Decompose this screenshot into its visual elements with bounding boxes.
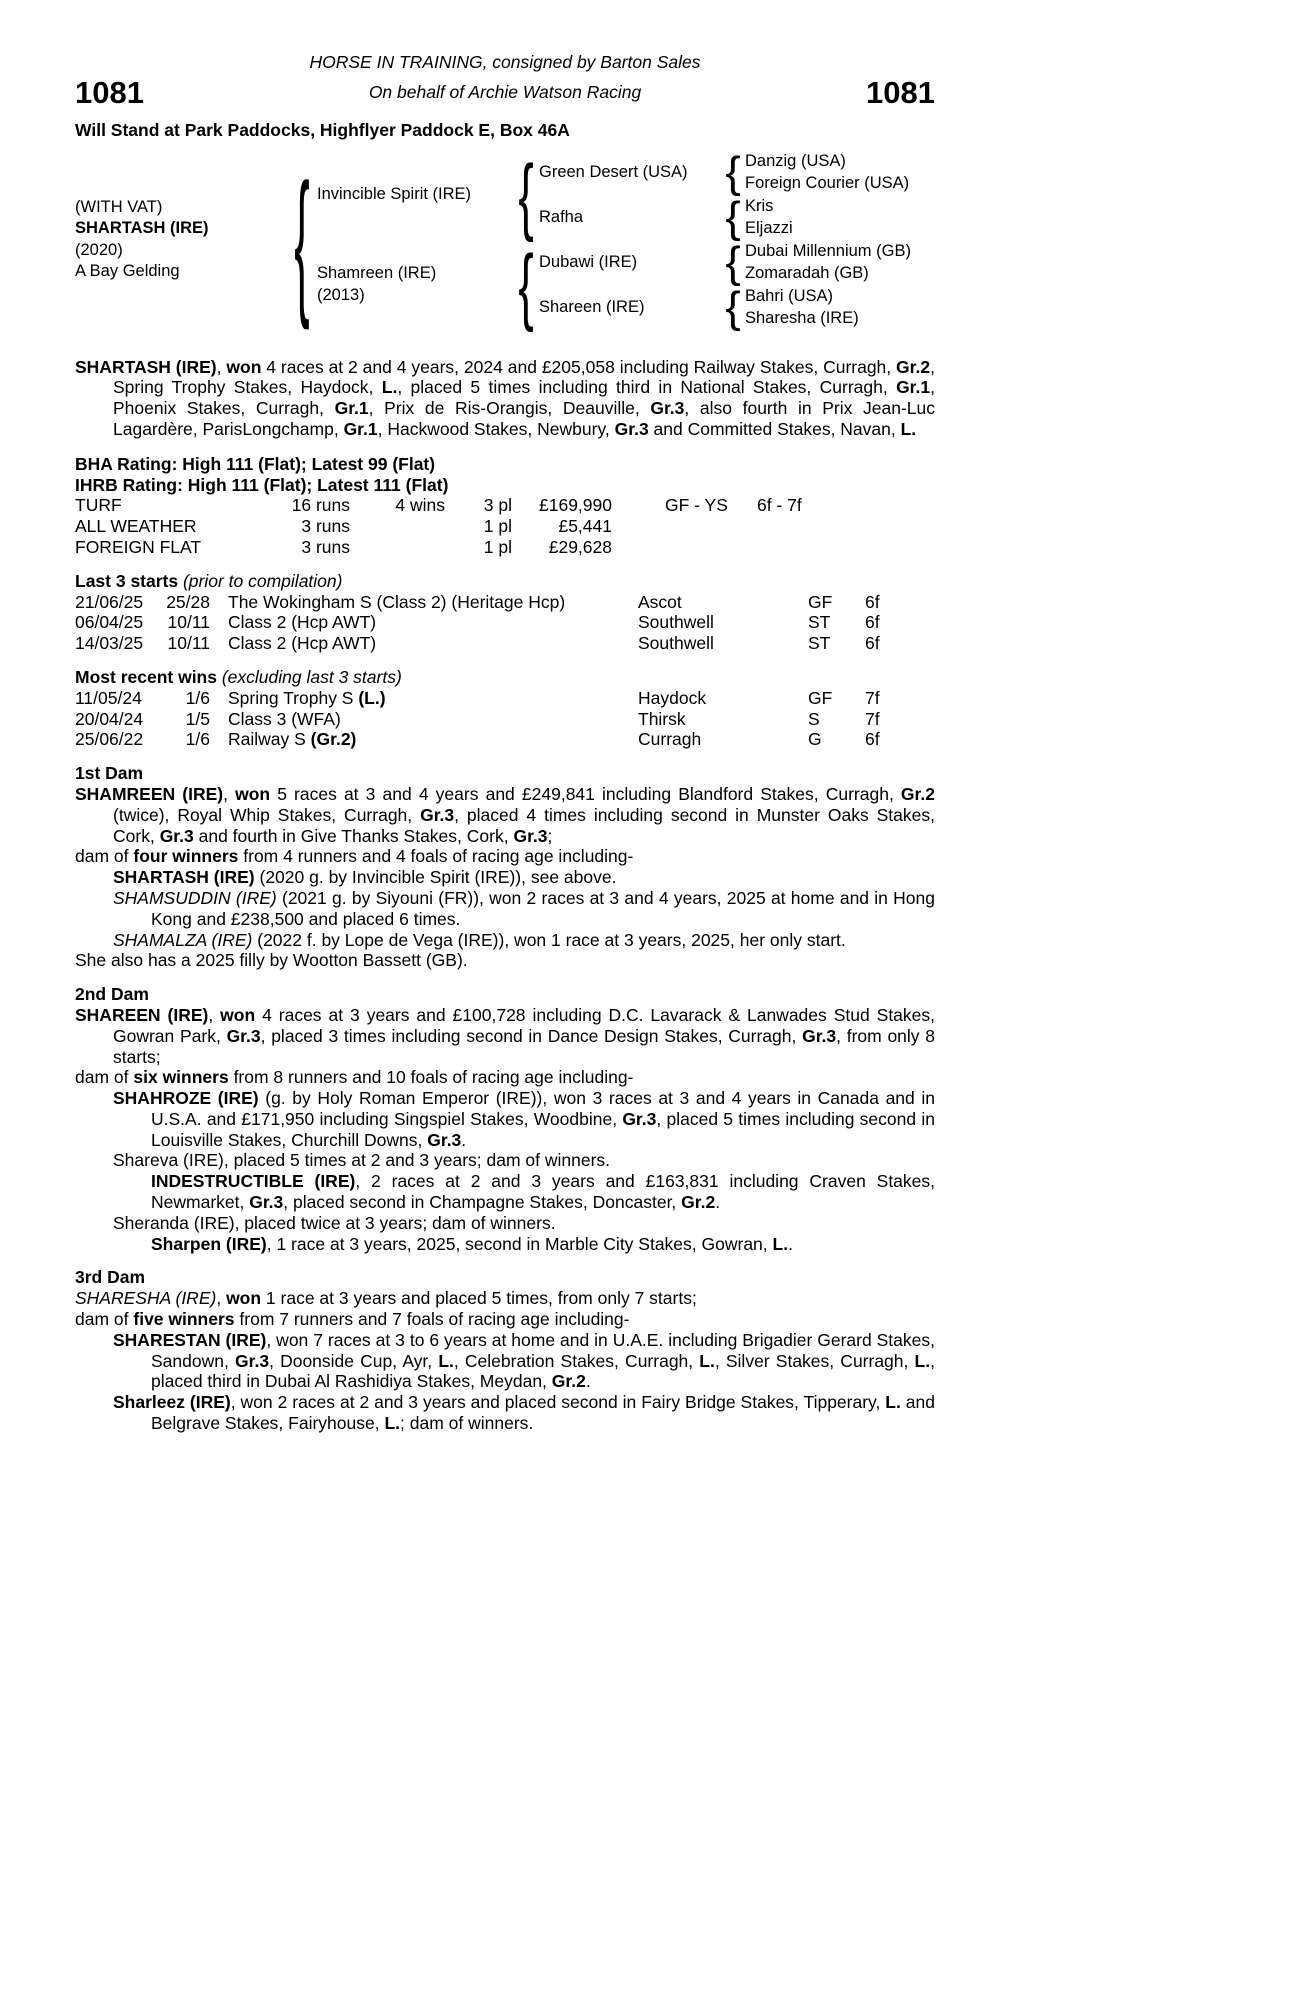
great-grandsire-name: Bahri (USA) [745, 286, 834, 305]
statistics-table [75, 495, 935, 557]
offspring-paragraph: SHARESTAN (IRE), won 7 races at 3 to 6 years at home and in U.A.E. including Brigadier Gerard Stakes, Sandown, Gr.3, Doonside Cup, Ayr, L., Celebration Stakes, Curragh, L., Silver Stakes, Curragh, L., placed third in Dubai Al Rashidiya Stakes, Meydan, Gr.2. [113, 1329, 935, 1392]
going-range-cell: GF - YS [665, 495, 728, 516]
distance-range-cell [757, 516, 877, 537]
date-cell: 14/03/25 [75, 633, 144, 654]
horse-year: (2020) [75, 240, 123, 259]
sire-grandparents-column [539, 147, 910, 242]
runs-cell: 16 runs [291, 495, 350, 516]
sire-dam-branch [539, 192, 909, 242]
horse-description: A Bay Gelding [75, 262, 180, 281]
race-cell: Railway S (Gr.2) [228, 729, 357, 750]
offspring-paragraph: Shareva (IRE), placed 5 times at 2 and 3 years; dam of winners. [113, 1150, 611, 1171]
sire-sire-branch [539, 147, 910, 197]
course-cell: Ascot [638, 591, 682, 612]
start-row [75, 633, 935, 654]
sire-branch [317, 146, 911, 243]
offspring-paragraph: SHARTASH (IRE) (2020 g. by Invincible Spirit (IRE)), see above. [113, 867, 617, 888]
last-starts-section [75, 571, 935, 654]
date-cell: 11/05/24 [75, 687, 142, 708]
course-cell: Curragh [638, 729, 702, 750]
second-dam-paragraph: SHAREEN (IRE), won 4 races at 3 years and £100,728 including D.C. Lavarack & Lanwades Stud Stakes, Gowran Park, Gr.3, placed 3 times including second in Dance Design Stakes, Curragh, Gr.3, from only 8 starts; [75, 1004, 936, 1067]
dam-sire-name: Dubawi (IRE) [539, 252, 638, 271]
wins-cell [350, 537, 445, 558]
race-summary-paragraph: SHARTASH (IRE), won 4 races at 2 and 4 years, 2024 and £205,058 including Railway Stakes, Curragh, Gr.2, Spring Trophy Stakes, Haydock, L., placed 5 times including third in National Stakes, Curragh, Gr.1, Phoenix Stakes, Curragh, Gr.1, Prix de Ris-Orangis, Deauville, Gr.3, also fourth in Prix Jean-Luc Lagardère, ParisLongchamp, Gr.1, Hackwood Stakes, Newbury, Gr.3 and Committed Stakes, Navan, L. [75, 356, 935, 439]
grand-offspring-paragraph: INDESTRUCTIBLE (IRE), 2 races at 2 and 3 years and £163,831 including Craven Stakes, Newmarket, Gr.3, placed second in Champagne Stakes, Doncaster, Gr.2. [151, 1171, 936, 1213]
bha-rating-line: BHA Rating: High 111 (Flat); Latest 99 (Flat) [75, 453, 436, 474]
date-cell: 20/04/24 [75, 708, 144, 729]
offspring-paragraph: SHAMALZA (IRE) (2022 f. by Lope de Vega (IRE)), won 1 race at 3 years, 2025, her only start. [113, 929, 846, 950]
first-dam-note: She also has a 2025 filly by Wootton Bassett (GB). [75, 950, 468, 971]
dam-sire-parents [745, 240, 911, 285]
wins-cell: 4 wins [395, 495, 445, 516]
win-row [75, 729, 935, 750]
course-cell: Southwell [638, 612, 714, 633]
second-dam-heading: 2nd Dam [75, 984, 149, 1005]
pedigree-table [75, 146, 935, 333]
dam-brace: { [518, 236, 534, 333]
recent-wins-section [75, 667, 935, 750]
race-cell: The Wokingham S (Class 2) (Heritage Hcp) [228, 591, 566, 612]
places-cell: 1 pl [483, 536, 512, 557]
going-cell: ST [808, 612, 831, 633]
surface-cell: FOREIGN FLAT [75, 536, 202, 557]
last-starts-subtitle: (prior to compilation) [178, 570, 343, 591]
date-cell: 25/06/22 [75, 729, 144, 750]
horse-details [75, 197, 287, 283]
distance-cell: 7f [865, 708, 880, 729]
going-cell: S [808, 708, 820, 729]
distance-cell: 6f [865, 633, 880, 654]
consignor-line: HORSE IN TRAINING, consigned by Barton Sales [309, 52, 701, 72]
stand-location-line: Will Stand at Park Paddocks, Highflyer Paddock E, Box 46A [75, 119, 570, 140]
distance-range-cell: 6f - 7f [757, 495, 802, 516]
going-range-cell [612, 537, 757, 558]
horse-name: SHARTASH (IRE) [75, 219, 209, 238]
last-starts-table [75, 592, 935, 654]
second-dam-produce-line: dam of six winners from 8 runners and 10 foals of racing age including- [75, 1067, 634, 1088]
race-cell: Class 2 (Hcp AWT) [228, 612, 377, 633]
on-behalf-line: On behalf of Archie Watson Racing [368, 82, 642, 103]
recent-wins-title: Most recent wins [75, 666, 217, 687]
generation-2-column [317, 146, 911, 333]
recent-wins-table [75, 688, 935, 750]
recent-wins-subtitle: (excluding last 3 starts) [216, 666, 402, 687]
earnings-cell: £29,628 [548, 536, 612, 557]
sire-sire-parents [745, 150, 909, 195]
race-cell: Class 2 (Hcp AWT) [228, 633, 377, 654]
position-cell: 1/6 [185, 729, 210, 750]
second-dam-section [75, 984, 935, 1254]
distance-range-cell [757, 537, 877, 558]
offspring-paragraph: SHAHROZE (IRE) (g. by Holy Roman Emperor (IRE)), won 3 races at 3 and 4 years in Canada and in U.S.A. and £171,950 including Singspiel Stakes, Woodbine, Gr.3, placed 5 times including second in Louisville Stakes, Churchill Downs, Gr.3. [113, 1088, 935, 1150]
last-starts-title: Last 3 starts [75, 570, 179, 591]
third-dam-section [75, 1267, 935, 1433]
great-granddam-name: Sharesha (IRE) [745, 309, 859, 328]
distance-cell: 6f [865, 591, 880, 612]
earnings-cell: £5,441 [558, 516, 612, 537]
first-dam-paragraph: SHAMREEN (IRE), won 5 races at 3 and 4 years and £249,841 including Blandford Stakes, Curragh, Gr.2 (twice), Royal Whip Stakes, Curragh, Gr.3, placed 4 times including second in Munster Oaks Stakes, Cork, Gr.3 and fourth in Give Thanks Stakes, Cork, Gr.3; [75, 783, 935, 846]
sire-sire-name: Green Desert (USA) [539, 162, 688, 181]
race-cell: Spring Trophy S (L.) [228, 687, 386, 708]
wins-cell [350, 516, 445, 537]
dam-grandparents-column [539, 237, 911, 332]
third-dam-produce-line: dam of five winners from 7 runners and 7 foals of racing age including- [75, 1309, 630, 1330]
position-cell: 25/28 [166, 591, 210, 612]
grand-offspring-paragraph: Sharpen (IRE), 1 race at 3 years, 2025, second in Marble City Stakes, Gowran, L.. [151, 1233, 793, 1254]
going-range-cell [612, 516, 757, 537]
pedigree-root-brace: { [294, 148, 310, 331]
date-cell: 21/06/25 [75, 591, 144, 612]
win-row [75, 688, 935, 709]
dam-dam-name: Shareen (IRE) [539, 297, 645, 316]
lot-number-left: 1081 [75, 74, 144, 110]
sire-sire-brace: { [725, 147, 741, 197]
runs-cell: 3 runs [301, 516, 350, 537]
vat-note: (WITH VAT) [75, 197, 163, 216]
first-dam-produce-line: dam of four winners from 4 runners and 4 foals of racing age including- [75, 846, 634, 867]
distance-cell: 7f [865, 687, 880, 708]
great-granddam-name: Foreign Courier (USA) [745, 174, 910, 193]
first-dam-heading: 1st Dam [75, 763, 144, 784]
sire-dam-brace: { [725, 192, 741, 242]
third-dam-paragraph: SHARESHA (IRE), won 1 race at 3 years and placed 5 times, from only 7 starts; [75, 1288, 697, 1309]
dam-name: Shamreen (IRE) (2013) [317, 263, 513, 306]
great-granddam-name: Eljazzi [745, 219, 793, 238]
course-cell: Southwell [638, 633, 714, 654]
position-cell: 1/6 [185, 687, 210, 708]
start-row [75, 592, 935, 613]
offspring-paragraph: Sharleez (IRE), won 2 races at 2 and 3 years and placed second in Fairy Bridge Stakes, Tipperary, L. and Belgrave Stakes, Fairyhouse, L.; dam of winners. [113, 1392, 935, 1434]
going-cell: GF [808, 687, 833, 708]
dam-sire-branch [539, 237, 911, 287]
sire-brace: { [518, 146, 534, 243]
third-dam-heading: 3rd Dam [75, 1267, 146, 1288]
ratings-block [75, 454, 935, 496]
course-cell: Thirsk [638, 708, 686, 729]
position-cell: 1/5 [185, 708, 210, 729]
going-cell: G [808, 729, 822, 750]
distance-cell: 6f [865, 729, 880, 750]
great-grandsire-name: Dubai Millennium (GB) [745, 241, 911, 260]
dam-sire-brace: { [725, 237, 741, 287]
win-row [75, 709, 935, 730]
last-starts-heading [75, 571, 935, 592]
great-granddam-name: Zomaradah (GB) [745, 264, 869, 283]
going-cell: GF [808, 591, 833, 612]
sire-name: Invincible Spirit (IRE) [317, 184, 472, 203]
surface-cell: TURF [75, 495, 122, 516]
runs-cell: 3 runs [301, 536, 350, 557]
lot-number-right: 1081 [866, 74, 935, 110]
great-grandsire-name: Danzig (USA) [745, 151, 846, 170]
dam-branch [317, 236, 911, 333]
stats-row-foreign-flat [75, 537, 935, 558]
places-cell: 1 pl [483, 516, 512, 537]
dam-dam-branch [539, 282, 911, 332]
position-cell: 10/11 [167, 612, 210, 633]
dam-year: (2013) [317, 285, 365, 304]
going-cell: ST [808, 633, 831, 654]
ihrb-rating-line: IHRB Rating: High 111 (Flat); Latest 111 (Flat) [75, 474, 449, 495]
earnings-cell: £169,990 [539, 495, 612, 516]
offspring-paragraph: Sheranda (IRE), placed twice at 3 years; dam of winners. [113, 1212, 556, 1233]
course-cell: Haydock [638, 687, 707, 708]
start-row [75, 612, 935, 633]
offspring-paragraph: SHAMSUDDIN (IRE) (2021 g. by Siyouni (FR)), won 2 races at 3 and 4 years, 2025 at home and in Hong Kong and £238,500 and placed 6 times. [113, 887, 935, 929]
first-dam-section [75, 763, 935, 971]
places-cell: 3 pl [483, 495, 512, 516]
sire-dam-parents [745, 195, 909, 240]
lot-header-row [75, 75, 935, 111]
race-record-section [75, 357, 935, 440]
stats-row-turf [75, 495, 935, 516]
stats-row-all-weather [75, 516, 935, 537]
date-cell: 06/04/25 [75, 612, 144, 633]
dam-dam-brace: { [725, 282, 741, 332]
surface-cell: ALL WEATHER [75, 516, 197, 537]
great-grandsire-name: Kris [745, 196, 774, 215]
sire-dam-name: Rafha [539, 207, 584, 226]
position-cell: 10/11 [167, 633, 210, 654]
distance-cell: 6f [865, 612, 880, 633]
recent-wins-heading [75, 667, 935, 688]
race-cell: Class 3 (WFA) [228, 708, 341, 729]
dam-dam-parents [745, 285, 911, 330]
